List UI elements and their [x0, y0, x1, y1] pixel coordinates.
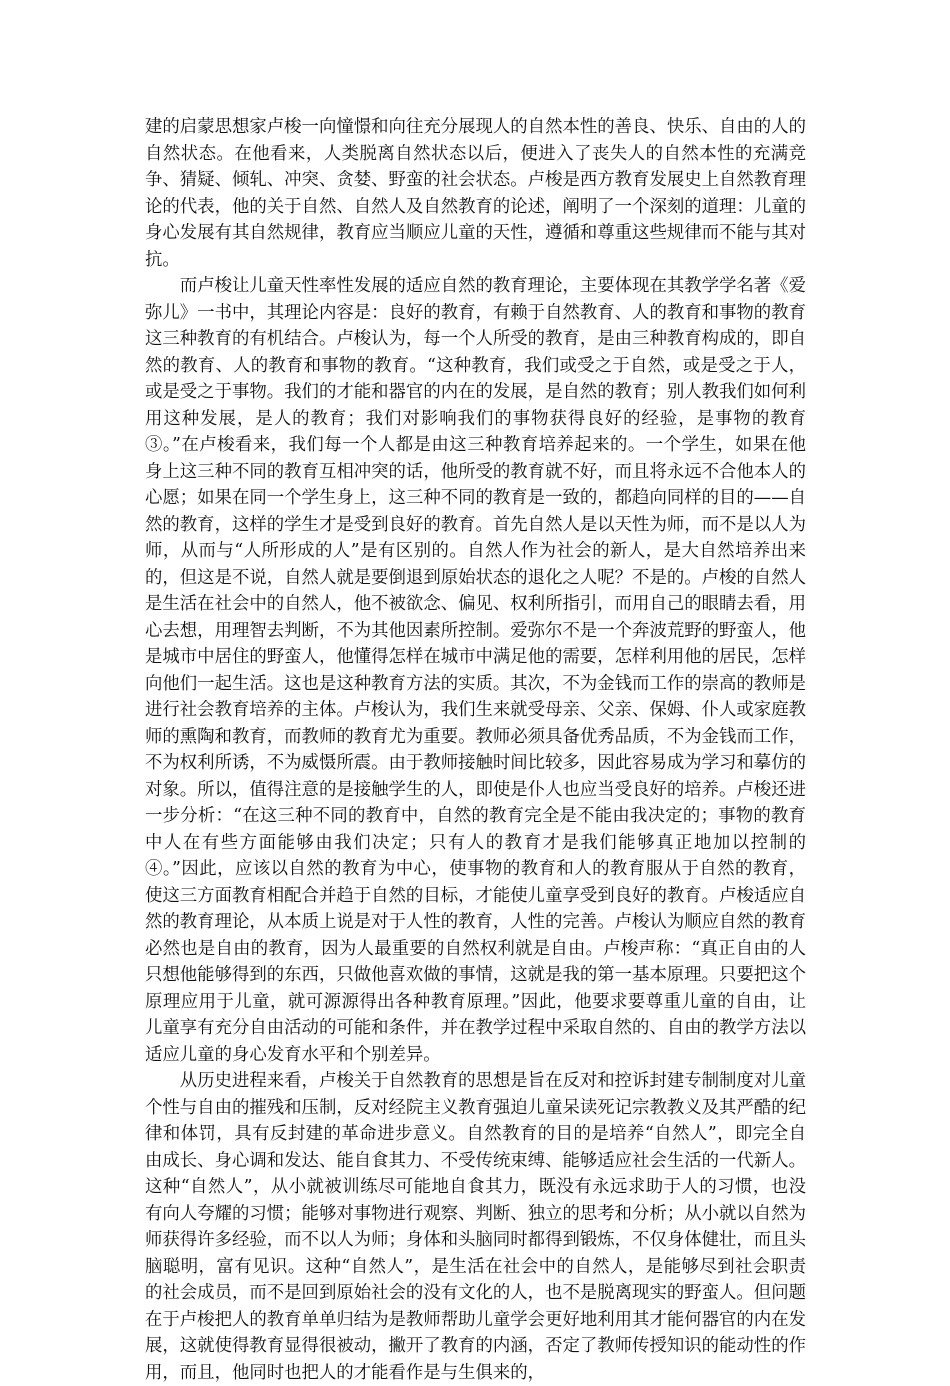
- paragraph-1: 建的启蒙思想家卢梭一向憧憬和向往充分展现人的自然本性的善良、快乐、自由的人的自然状态。在他看来，人类脱离自然状态以后，便进入了丧失人的自然本性的充满竞争、猜疑、倾轧、冲突、贪婪、野蛮的社会状态。卢梭是西方教育发展史上自然教育理论的代表，他的关于自然、自然人及自然教育的论述，阐明了一个深刻的道理：儿童的身心发展有其自然规律，教育应当顺应儿童的天性，遵循和尊重这些规律而不能与其对抗。: [145, 117, 806, 270]
- paragraph-3: 从历史进程来看，卢梭关于自然教育的思想是旨在反对和控诉封建专制制度对儿童个性与自由的摧残和压制，反对经院主义教育强迫儿童呆读死记宗教教义及其严酷的纪律和体罚，具有反封建的革命进步意义。自然教育的目的是培养“自然人”，即完全自由成长、身心调和发达、能自食其力、不受传统束缚、能够适应社会生活的一代新人。这种“自然人”，从小就被训练尽可能地自食其力，既没有永远求助于人的习惯，也没有向人夸耀的习惯；能够对事物进行观察、判断、独立的思考和分析；从小就以自然为师获得许多经验，而不以人为师；身体和头脑同时都得到锻炼，不仅身体健壮，而且头脑聪明，富有见识。这种“自然人”，是生活在社会中的自然人，是能够尽到社会职责的社会成员，而不是回到原始社会的没有文化的人，也不是脱离现实的野蛮人。但问题在于卢梭把人的教育单单归结为是教师帮助儿童学会更好地利用其才能何器官的内在发展，这就使得教育显得很被动，撇开了教育的内涵，否定了教师传授知识的能动性的作用，而且，他同时也把人的才能看作是与生俱来的，: [145, 1071, 806, 1383]
- document-body: [145, 114, 806, 1386]
- paragraph-2: 而卢梭让儿童天性率性发展的适应自然的教育理论，主要体现在其教学学名著《爱弥儿》一书中，其理论内容是：良好的教育，有赖于自然教育、人的教育和事物的教育这三种教育的有机结合。卢梭认为，每一个人所受的教育，是由三种教育构成的，即自然的教育、人的教育和事物的教育。“这种教育，我们或受之于自然，或是受之于人，或是受之于事物。我们的才能和器官的内在的发展，是自然的教育；别人教我们如何利用这种发展，是人的教育；我们对影响我们的事物获得良好的经验，是事物的教育③。”在卢梭看来，我们每一个人都是由这三种教育培养起来的。一个学生，如果在他身上这三种不同的教育互相冲突的话，他所受的教育就不好，而且将永远不合他本人的心愿；如果在同一个学生身上，这三种不同的教育是一致的，都趋向同样的目的——自然的教育，这样的学生才是受到良好的教育。首先自然人是以天性为师，而不是以人为师，从而与“人所形成的人”是有区别的。自然人作为社会的新人，是大自然培养出来的，但这是不说，自然人就是要倒退到原始状态的退化之人呢？不是的。卢梭的自然人是生活在社会中的自然人，他不被欲念、偏见、权利所指引，而用自己的眼睛去看，用心去想，用理智去判断，不为其他因素所控制。爱弥尔不是一个奔波荒野的野蛮人，他是城市中居住的野蛮人，他懂得怎样在城市中满足他的需要，怎样利用他的居民，怎样向他们一起生活。这也是这种教育方法的实质。其次，不为金钱而工作的崇高的教师是进行社会教育培养的主体。卢梭认为，我们生来就受母亲、父亲、保姆、仆人或家庭教师的熏陶和教育，而教师的教育尤为重要。教师必须具备优秀品质，不为金钱而工作，不为权利所诱，不为威慑所震。由于教师接触时间比较多，因此容易成为学习和摹仿的对象。所以，值得注意的是接触学生的人，即使是仆人也应当受良好的培养。卢梭还进一步分析：“在这三种不同的教育中，自然的教育完全是不能由我决定的；事物的教育中人在有些方面能够由我们决定；只有人的教育才是我们能够真正地加以控制的④。”因此，应该以自然的教育为中心，使事物的教育和人的教育服从于自然的教育，使这三方面教育相配合并趋于自然的目标，才能使儿童享受到良好的教育。卢梭适应自然的教育理论，从本质上说是对于人性的教育，人性的完善。卢梭认为顺应自然的教育必然也是自由的教育，因为人最重要的自然权利就是自由。卢梭声称：“真正自由的人只想他能够得到的东西，只做他喜欢做的事情，这就是我的第一基本原理。只要把这个原理应用于儿童，就可源源得出各种教育原理。”因此，他要求要尊重儿童的自由，让儿童享有充分自由活动的可能和条件，并在教学过程中采取自然的、自由的教学方法以适应儿童的身心发育水平和个别差异。: [145, 276, 806, 1065]
